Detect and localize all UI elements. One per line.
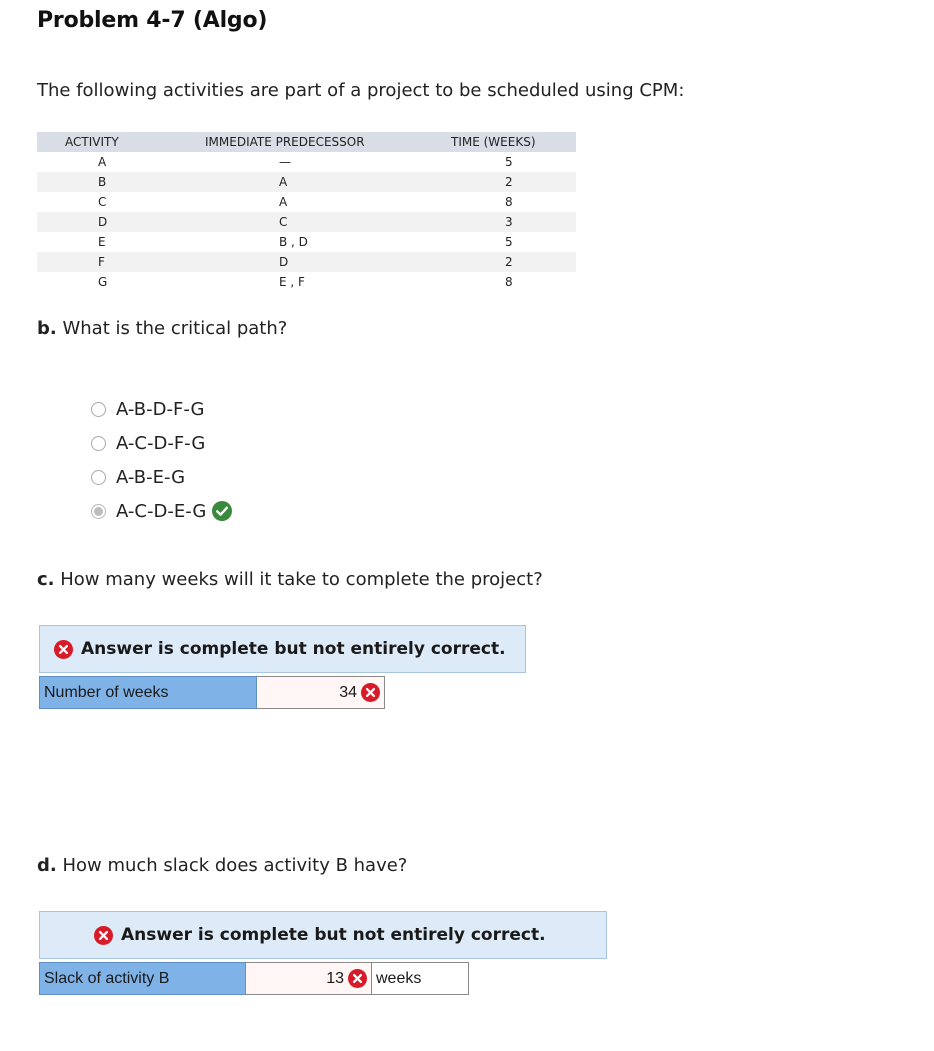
feedback-text: Answer is complete but not entirely correct. [121,925,546,945]
input-value: 34 [339,683,357,701]
option-a-c-d-e-g[interactable] [90,494,232,528]
question-c-label: c. [37,569,55,590]
cell-predecessor: B , D [279,235,308,249]
cell-time: 5 [505,235,513,249]
option-a-b-e-g[interactable] [90,460,232,494]
cell-time: 2 [505,175,513,189]
critical-path-options [90,392,232,528]
unit-label-weeks: weeks [372,962,469,995]
x-icon [94,926,113,945]
cell-time: 3 [505,215,513,229]
option-label: A-C-D-E-G [116,500,207,522]
feedback-text: Answer is complete but not entirely correct. [81,639,506,659]
activity-table-header [37,132,576,152]
question-c [37,569,543,590]
question-c-text: How many weeks will it take to complete the project? [60,569,543,590]
radio-button[interactable] [91,402,106,417]
cell-activity: A [98,155,107,169]
answer-row-d [39,962,469,995]
table-row [37,152,576,172]
question-b-text: What is the critical path? [62,318,288,339]
cell-predecessor: — [279,155,291,169]
question-b [37,318,287,339]
cell-activity: E [98,235,106,249]
cell-predecessor: D [279,255,289,269]
cell-predecessor: A [279,175,288,189]
cell-activity: F [98,255,105,269]
field-label-number-of-weeks: Number of weeks [39,676,257,709]
question-d-text: How much slack does activity B have? [62,855,408,876]
radio-button[interactable] [91,470,106,485]
cell-predecessor: C [279,215,288,229]
slack-input[interactable] [246,962,372,995]
header-predecessor: IMMEDIATE PREDECESSOR [205,135,365,149]
option-label: A-C-D-F-G [116,432,206,454]
option-a-c-d-f-g[interactable] [90,426,232,460]
answer-row-c [39,676,385,709]
table-row [37,252,576,272]
question-d-label: d. [37,855,57,876]
cell-activity: G [98,275,108,289]
problem-intro: The following activities are part of a project to be scheduled using CPM: [37,80,685,101]
check-icon [212,501,232,521]
x-icon [348,969,367,988]
cell-predecessor: A [279,195,288,209]
feedback-banner-d [39,911,607,959]
option-label: A-B-D-F-G [116,398,205,420]
input-value: 13 [326,969,344,987]
option-a-b-d-f-g[interactable] [90,392,232,426]
cell-time: 8 [505,275,513,289]
number-of-weeks-input[interactable] [257,676,385,709]
field-label-slack-of-activity-b: Slack of activity B [39,962,246,995]
radio-button[interactable] [91,436,106,451]
radio-button-selected[interactable] [91,504,106,519]
x-icon [361,683,380,702]
question-b-label: b. [37,318,57,339]
header-time: TIME (WEEKS) [451,135,536,149]
table-row [37,192,576,212]
header-activity: ACTIVITY [65,135,119,149]
question-d [37,855,407,876]
problem-title: Problem 4-7 (Algo) [37,8,268,33]
option-label: A-B-E-G [116,466,186,488]
table-row [37,212,576,232]
feedback-banner-c [39,625,526,673]
table-row [37,272,576,292]
cell-time: 8 [505,195,513,209]
x-icon [54,640,73,659]
cell-predecessor: E , F [279,275,305,289]
activity-table [37,132,576,292]
table-row [37,232,576,252]
table-row [37,172,576,192]
cell-time: 5 [505,155,513,169]
cell-activity: D [98,215,108,229]
cell-activity: B [98,175,107,189]
cell-time: 2 [505,255,513,269]
cell-activity: C [98,195,107,209]
